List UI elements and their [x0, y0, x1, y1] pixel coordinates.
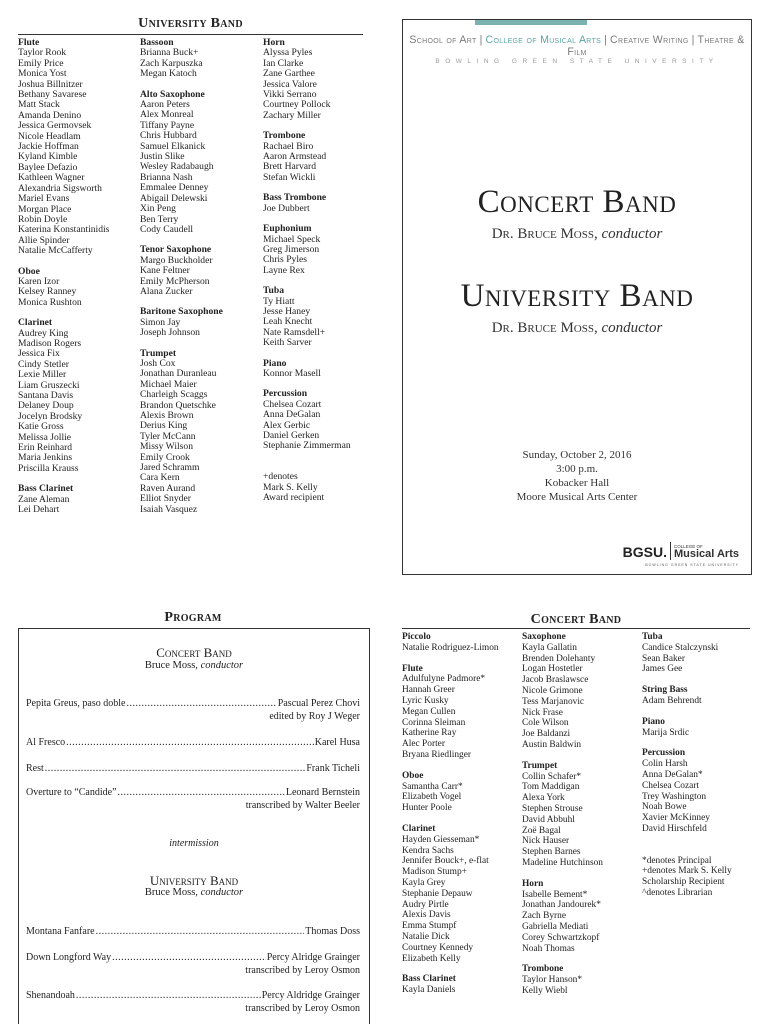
section-heading: Alto Saxophone: [140, 88, 205, 100]
university-band-title: University Band: [460, 278, 694, 314]
piece-composer: Percy Alridge Grainger: [266, 952, 360, 963]
conductor-role: conductor: [601, 226, 663, 242]
piece-composer: Leonard Bernstein: [285, 787, 360, 798]
member-name: Charleigh Scaggs: [140, 389, 208, 401]
member-name: Colin Harsh: [642, 759, 688, 770]
school-creative-writing: Creative Writing: [610, 34, 689, 46]
program-title: Program: [164, 610, 222, 625]
section-heading: Flute: [402, 663, 423, 674]
concert-date: Sunday, October 2, 2016: [522, 449, 632, 461]
member-name: Hunter Poole: [402, 803, 452, 814]
roster-column: [18, 38, 140, 515]
member-name: Stephen Strouse: [522, 803, 583, 814]
member-name: Courtney Pollock: [263, 99, 331, 111]
member-name: Melissa Jollie: [18, 431, 72, 443]
member-name: Jonathan Duranleau: [140, 368, 217, 380]
section-heading: Trumpet: [140, 347, 177, 359]
intermission: intermission: [169, 838, 219, 849]
dot-leader: [126, 698, 276, 711]
member-name: Brianna Nash: [140, 171, 193, 183]
member-name: Marija Srdic: [642, 727, 690, 738]
member-name: Monica Yost: [18, 68, 67, 80]
member-name: Greg Jimerson: [263, 243, 320, 255]
piece-composer: Karel Husa: [314, 737, 360, 748]
member-name: Isabelle Bement*: [522, 889, 588, 900]
piece-title: Montana Fanfare: [26, 926, 95, 937]
member-name: Adulfulyne Padmore*: [402, 674, 486, 685]
member-name: Kelsey Ranney: [18, 286, 77, 298]
school-theatre-film: Theatre & Film: [567, 34, 745, 58]
member-name: Nick Hauser: [522, 836, 570, 847]
section-heading: Horn: [522, 878, 544, 889]
member-name: Delaney Doup: [18, 400, 74, 412]
member-name: +denotes Mark S. Kelly: [642, 866, 732, 877]
member-name: Emily Crook: [140, 451, 190, 463]
member-name: Baylee Defazio: [18, 161, 78, 173]
member-name: Kathleen Wagner: [18, 172, 85, 184]
member-name: Jessica Germovsek: [18, 120, 92, 132]
member-name: Xavier McKinney: [642, 813, 710, 824]
member-name: Nicole Grimone: [522, 685, 583, 696]
member-name: Corey Schwartzkopf: [522, 932, 600, 943]
member-name: Rachael Biro: [263, 140, 314, 152]
member-name: Maria Jenkins: [18, 452, 73, 464]
member-name: Bryana Riedlinger: [402, 749, 471, 760]
member-name: Raven Aurand: [140, 482, 196, 494]
member-name: Margo Buckholder: [140, 254, 213, 266]
member-name: Stephanie Depauw: [402, 888, 473, 899]
member-name: Stephen Barnes: [522, 847, 581, 858]
member-name: Corinna Sleiman: [402, 717, 466, 728]
member-name: Morgan Place: [18, 203, 72, 215]
member-name: Samantha Carr*: [402, 781, 463, 792]
member-name: Jennifer Bouck+, e-flat: [402, 856, 489, 867]
concert-band-roster: [402, 612, 750, 997]
bgsu-logo: [623, 542, 739, 560]
member-name: Katerina Konstantinidis: [18, 224, 110, 236]
member-name: Audry Pirtle: [402, 899, 449, 910]
section-heading: Tuba: [642, 632, 663, 642]
member-name: Stefan Wickli: [263, 171, 316, 183]
member-name: Simon Jay: [140, 316, 181, 328]
member-name: Noah Thomas: [522, 943, 575, 954]
conductor-name: Dr. Bruce Moss,: [491, 226, 598, 242]
university-name: BOWLING GREEN STATE UNIVERSITY: [435, 58, 719, 65]
member-name: Lexie Miller: [18, 369, 67, 381]
school-art: School of Art: [409, 34, 477, 46]
logo-college-of: COLLEGE OF: [673, 544, 703, 549]
section-heading: String Bass: [642, 685, 688, 696]
concert-band-roster-title: Concert Band: [402, 612, 750, 629]
member-name: Kyland Kimble: [18, 151, 78, 163]
piece-line: [26, 763, 360, 776]
section-heading: Horn: [263, 37, 285, 48]
member-name: Audrey King: [18, 327, 69, 339]
dot-leader: [118, 787, 285, 800]
piece-composer: Percy Aldridge Grainger: [261, 990, 360, 1001]
member-name: Nate Ramsdell+: [263, 326, 326, 338]
program-cover: [402, 19, 752, 575]
member-name: Joseph Johnson: [140, 327, 200, 339]
program-university-band-conductor: [19, 887, 369, 898]
member-name: Zoë Bagal: [522, 825, 561, 836]
roster-column: [263, 38, 363, 515]
member-name: Award recipient: [263, 492, 325, 504]
member-name: Cole Wilson: [522, 718, 569, 729]
conductor-role: conductor: [200, 887, 244, 898]
member-name: Michael Speck: [263, 233, 321, 245]
logo-university-line: BOWLING GREEN STATE UNIVERSITY: [645, 563, 739, 567]
member-name: Zach Byrne: [522, 911, 566, 922]
member-name: Katherine Ray: [402, 728, 457, 739]
member-name: +denotes: [263, 471, 298, 483]
member-name: Xin Peng: [140, 203, 176, 215]
member-name: Candice Stalczynski: [642, 642, 719, 653]
cover-accent-bar: [475, 20, 587, 25]
member-name: Konnor Masell: [263, 367, 321, 379]
member-name: Emma Stumpf: [402, 921, 457, 932]
dot-leader: [45, 763, 306, 776]
piece-arranger: transcribed by Leroy Osmon: [245, 964, 360, 976]
member-name: Jocelyn Brodsky: [18, 410, 83, 422]
member-name: Nick Frase: [522, 707, 563, 718]
member-name: Brenden Dolehanty: [522, 653, 596, 664]
member-name: Wesley Radabaugh: [140, 161, 214, 173]
member-name: Chelsea Cozart: [642, 780, 700, 791]
program-piece: [26, 926, 360, 939]
member-name: Chelsea Cozart: [263, 398, 322, 410]
member-name: Tom Maddigan: [522, 782, 580, 793]
piece-line: [26, 698, 360, 711]
section-heading: Bass Clarinet: [402, 974, 456, 985]
conductor-role: conductor: [200, 660, 244, 671]
member-name: Joe Baldanzi: [522, 729, 571, 740]
member-name: Sean Baker: [642, 653, 685, 664]
member-name: Jackie Hoffman: [18, 141, 79, 153]
bgsu-logo-mark: BGSU.: [622, 544, 667, 560]
member-name: James Gee: [642, 664, 683, 675]
member-name: Karen Izor: [18, 275, 60, 287]
roster-column: [522, 632, 642, 997]
member-name: Alex Monreal: [140, 109, 194, 121]
member-name: Anna DeGalan: [263, 409, 321, 421]
member-name: Elliot Snyder: [140, 493, 191, 505]
member-name: Noah Bowe: [642, 802, 687, 813]
program-piece: [26, 737, 360, 750]
member-name: Kayla Daniels: [402, 985, 456, 996]
concert-band-title: Concert Band: [477, 184, 677, 220]
member-name: Alana Zucker: [140, 285, 193, 297]
piece-composer: Pascual Perez Chovi: [277, 698, 360, 709]
member-name: Trey Washington: [642, 791, 707, 802]
schools-header: School of Art | College of Musical Arts | Creative Writing | Theatre & Film: [409, 34, 745, 58]
member-name: Chris Hubbard: [140, 130, 197, 142]
piece-title: Al Fresco: [26, 737, 66, 748]
member-name: Taylor Rook: [18, 47, 67, 59]
concert-band-conductor: [403, 226, 751, 243]
concert-details: [403, 448, 751, 504]
member-name: Amanda Denino: [18, 109, 82, 121]
member-name: Derius King: [140, 420, 188, 432]
member-name: Joshua Billnitzer: [18, 78, 83, 90]
concert-venue: Moore Musical Arts Center: [516, 491, 638, 503]
dot-leader: [76, 990, 261, 1003]
program-listing: [18, 628, 370, 1024]
member-name: Priscilla Krauss: [18, 462, 79, 474]
member-name: Alexis Davis: [402, 910, 451, 921]
section-heading: Bassoon: [140, 37, 174, 48]
section-heading: Piccolo: [402, 632, 431, 642]
member-name: Mariel Evans: [18, 193, 70, 205]
member-name: Tiffany Payne: [140, 119, 195, 131]
concert-band-roster-columns: [402, 632, 750, 997]
piece-title: Rest: [26, 763, 44, 774]
logo-divider: [670, 542, 671, 560]
member-name: Josh Cox: [140, 357, 176, 369]
piece-line: [26, 952, 360, 965]
member-name: Michael Maier: [140, 378, 197, 390]
member-name: Matt Stack: [18, 99, 60, 111]
member-name: Isaiah Vasquez: [140, 503, 198, 515]
section-heading: Oboe: [18, 265, 40, 277]
program-concert-band-conductor: [19, 660, 369, 671]
member-name: Erin Reinhard: [18, 442, 73, 454]
member-name: Robin Doyle: [18, 213, 68, 225]
piece-title: Overture to “Candide”: [26, 787, 117, 798]
member-name: Madison Stump+: [402, 867, 467, 878]
piece-arranger: transcribed by Leroy Osmon: [245, 1002, 360, 1014]
member-name: Taylor Hanson*: [522, 975, 583, 986]
member-name: Layne Rex: [263, 264, 305, 276]
member-name: Liam Gruszecki: [18, 379, 80, 391]
roster-column: [642, 632, 750, 997]
program-piece: [26, 787, 360, 812]
section-heading: Trombone: [263, 130, 306, 142]
member-name: Ian Clarke: [263, 57, 304, 69]
member-name: Monica Rushton: [18, 296, 82, 308]
member-name: Lei Dehart: [18, 504, 60, 516]
section-heading: Clarinet: [18, 317, 53, 329]
member-name: Scholarship Recipient: [642, 877, 725, 888]
member-name: Nicole Headlam: [18, 130, 81, 142]
member-name: Jonathan Jandourek*: [522, 900, 601, 911]
member-name: David Hirschfeld: [642, 823, 707, 834]
member-name: Alexa York: [522, 793, 565, 804]
member-name: Brett Harvard: [263, 161, 317, 173]
conductor-name: Dr. Bruce Moss,: [491, 320, 598, 336]
member-name: Samuel Elkanick: [140, 140, 206, 152]
member-name: Joe Dubbert: [263, 202, 310, 214]
member-name: Jared Schramm: [140, 462, 200, 474]
member-name: Emmalee Denney: [140, 182, 209, 194]
member-name: Natalie Rodriguez-Limon: [402, 642, 499, 653]
member-name: Missy Wilson: [140, 441, 194, 453]
member-name: Ben Terry: [140, 213, 179, 225]
member-name: Cody Caudell: [140, 223, 194, 235]
member-name: Megan Cullen: [402, 706, 456, 717]
program-piece: [26, 698, 360, 723]
member-name: Zachary Miller: [263, 109, 321, 121]
member-name: Aaron Armstead: [263, 151, 327, 163]
member-name: Jacob Braslawsce: [522, 675, 589, 686]
program-piece: [26, 763, 360, 776]
member-name: Brianna Buck+: [140, 47, 199, 59]
section-heading: Percussion: [263, 388, 308, 400]
concert-time: 3:00 p.m.: [556, 463, 598, 475]
conductor-name: Bruce Moss,: [144, 887, 198, 898]
section-heading: Trumpet: [522, 760, 558, 771]
member-name: Hannah Greer: [402, 685, 455, 696]
logo-musical-arts: Musical Arts: [673, 548, 739, 560]
piece-composer: Frank Ticheli: [306, 763, 360, 774]
section-heading: Euphonium: [263, 223, 312, 235]
piece-arranger: edited by Roy J Weger: [269, 710, 360, 722]
member-name: Alyssa Pyles: [263, 47, 313, 59]
university-band-roster: [18, 16, 363, 515]
member-name: Jesse Haney: [263, 305, 311, 317]
member-name: Zane Aleman: [18, 493, 70, 505]
program-concert-band-title: Concert Band: [156, 645, 232, 660]
section-heading: Oboe: [402, 770, 424, 781]
member-name: Kayla Gallatin: [522, 642, 577, 653]
piece-line: [26, 926, 360, 939]
member-name: Adam Behrendt: [642, 695, 702, 706]
section-heading: Bass Clarinet: [18, 483, 74, 495]
section-heading: Clarinet: [402, 823, 436, 834]
section-heading: Tuba: [263, 285, 284, 297]
member-name: Natalie Dick: [402, 931, 450, 942]
member-name: Alexis Brown: [140, 410, 194, 421]
member-name: Lyric Kusky: [402, 695, 449, 706]
piece-arranger: transcribed by Walter Beeler: [245, 799, 360, 811]
section-heading: Flute: [18, 37, 40, 48]
member-name: Natalie McCafferty: [18, 245, 93, 257]
member-name: David Abbuhl: [522, 814, 575, 825]
member-name: Aaron Peters: [140, 99, 190, 111]
member-name: Stephanie Zimmerman: [263, 440, 351, 452]
member-name: Zane Garthee: [263, 68, 315, 80]
member-name: Brandon Quetschke: [140, 399, 216, 411]
member-name: Kane Feltner: [140, 265, 190, 277]
piece-title: Pepita Greus, paso doble: [26, 698, 126, 709]
member-name: Austin Baldwin: [522, 739, 582, 750]
member-name: Gabriella Mediati: [522, 921, 589, 932]
concert-hall: Kobacker Hall: [544, 477, 610, 489]
member-name: Justin Slike: [140, 151, 185, 163]
member-name: Kelly Wiebl: [522, 985, 568, 996]
member-name: Jessica Fix: [18, 348, 60, 360]
program-piece: [26, 990, 360, 1015]
dot-leader: [66, 737, 314, 750]
member-name: Cindy Stetler: [18, 358, 69, 370]
member-name: Chris Pyles: [263, 254, 307, 266]
section-heading: Piano: [642, 716, 665, 727]
member-name: Megan Katoch: [140, 68, 197, 80]
member-name: Alexandria Sigsworth: [18, 182, 102, 194]
member-name: Keith Sarver: [263, 337, 312, 349]
roster-column: [140, 38, 263, 515]
member-name: Zach Karpuszka: [140, 57, 203, 69]
member-name: Daniel Gerken: [263, 430, 320, 441]
member-name: Elizabeth Kelly: [402, 953, 461, 964]
member-name: Elizabeth Vogel: [402, 792, 462, 803]
dot-leader: [112, 952, 266, 965]
member-name: Anna DeGalan*: [642, 769, 703, 780]
section-heading: Tenor Saxophone: [140, 244, 212, 256]
member-name: *denotes Principal: [642, 855, 712, 866]
member-name: Kayla Grey: [402, 877, 446, 888]
member-name: Allie Spinder: [18, 234, 70, 246]
member-name: Kendra Sachs: [402, 845, 454, 856]
member-name: Tess Marjanovic: [522, 696, 585, 707]
logo-college: [674, 544, 739, 560]
member-name: Madeline Hutchinson: [522, 857, 603, 868]
member-name: Vikki Serrano: [263, 89, 317, 101]
piece-title: Down Longford Way: [26, 952, 112, 963]
university-band-roster-title: University Band: [18, 16, 363, 35]
member-name: ^denotes Librarian: [642, 887, 713, 898]
university-band-roster-columns: [18, 38, 363, 515]
program-piece: [26, 952, 360, 977]
section-heading: Trombone: [522, 964, 564, 975]
member-name: Collin Schafer*: [522, 771, 582, 782]
piece-line: [26, 787, 360, 800]
member-name: Alex Gerbic: [263, 419, 311, 431]
member-name: Alec Porter: [402, 739, 445, 750]
member-name: Bethany Savarese: [18, 89, 87, 101]
conductor-name: Bruce Moss,: [144, 660, 198, 671]
piece-title: Shenandoah: [26, 990, 75, 1001]
member-name: Katie Gross: [18, 421, 64, 433]
section-heading: Baritone Saxophone: [140, 306, 223, 318]
school-musical-arts: College of Musical Arts: [485, 34, 602, 46]
member-name: Tyler McCann: [140, 430, 196, 442]
member-name: Hayden Giesseman*: [402, 834, 480, 845]
section-heading: Piano: [263, 357, 287, 369]
piece-line: [26, 990, 360, 1003]
piece-composer: Thomas Doss: [305, 926, 360, 937]
section-heading: Percussion: [642, 748, 686, 759]
member-name: Emily McPherson: [140, 275, 210, 287]
member-name: Emily Price: [18, 57, 64, 69]
member-name: Jessica Valore: [263, 78, 317, 90]
member-name: Abigail Delewski: [140, 192, 208, 204]
section-heading: Saxophone: [522, 632, 566, 642]
member-name: Santana Davis: [18, 390, 74, 401]
section-heading: Bass Trombone: [263, 192, 327, 204]
section-heading: [642, 845, 750, 856]
university-band-conductor: [403, 320, 751, 337]
member-name: Logan Hostetler: [522, 664, 583, 675]
conductor-role: conductor: [601, 320, 663, 336]
member-name: Cara Kern: [140, 472, 180, 484]
roster-column: [402, 632, 522, 997]
member-name: Mark S. Kelly: [263, 481, 318, 493]
program-university-band-title: University Band: [149, 873, 239, 888]
member-name: Courtney Kennedy: [402, 942, 474, 953]
dot-leader: [96, 926, 305, 939]
piece-line: [26, 737, 360, 750]
member-name: Leah Knecht: [263, 316, 313, 328]
member-name: Madison Rogers: [18, 337, 82, 349]
member-name: Ty Hiatt: [263, 295, 295, 307]
